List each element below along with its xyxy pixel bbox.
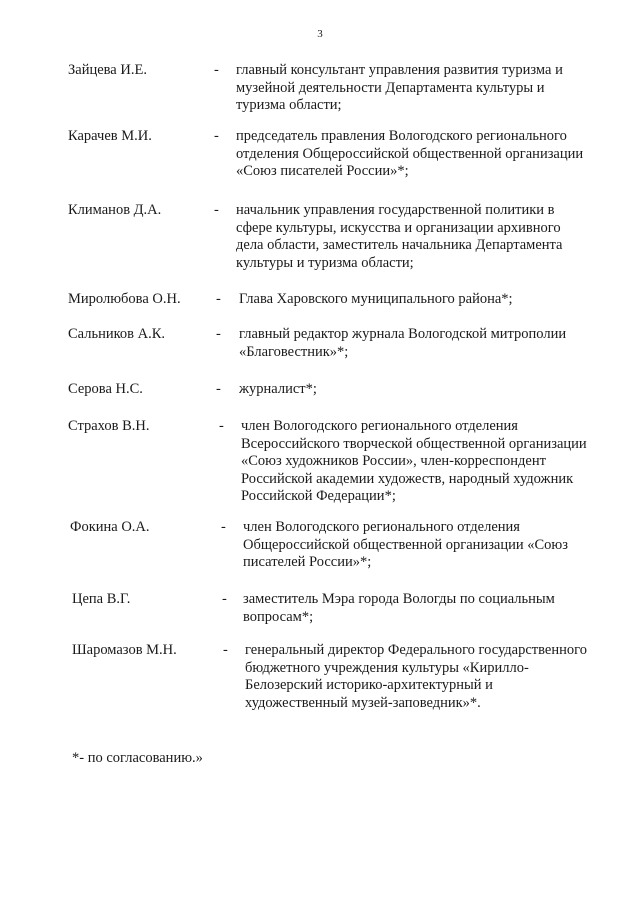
entry-description: Глава Харовского муниципального района*; (239, 291, 513, 307)
entry-name: Климанов Д.А. (68, 202, 162, 218)
entry-dash: - (221, 519, 226, 535)
entry-description: член Вологодского регионального отделения Всероссийского творческой общественной организации «Союз художников России», член-корреспондент Российской академии художеств, народный художник Российской Федерации*; (241, 418, 587, 504)
entry-dash: - (214, 202, 219, 218)
entry-dash: - (214, 128, 219, 144)
entry-name: Шаромазов М.Н. (72, 642, 177, 658)
entry-name: Страхов В.Н. (68, 418, 150, 434)
entry-name: Карачев М.И. (68, 128, 152, 144)
entry-description: журналист*; (239, 381, 317, 397)
page-number: 3 (317, 28, 323, 40)
entry-dash: - (222, 591, 227, 607)
entry-dash: - (216, 381, 221, 397)
entry-dash: - (223, 642, 228, 658)
entry-description: генеральный директор Федерального государственного бюджетного учреждения культуры «Кирилло-Белозерский историко-архитектурный и художественный музей-заповедник»*. (245, 642, 587, 711)
entry-name: Серова Н.С. (68, 381, 143, 397)
entry-name: Зайцева И.Е. (68, 62, 147, 78)
entry-dash: - (219, 418, 224, 434)
entry-dash: - (216, 291, 221, 307)
entry-description: председатель правления Вологодского регионального отделения Общероссийской общественной организации «Союз писателей России»*; (236, 128, 584, 179)
footnote: *- по согласованию.» (72, 750, 203, 766)
entry-name: Миролюбова О.Н. (68, 291, 181, 307)
entry-description: член Вологодского регионального отделения Общероссийской общественной организации «Союз писателей России»*; (243, 519, 568, 570)
entry-description: заместитель Мэра города Вологды по социальным вопросам*; (243, 591, 555, 625)
entry-dash: - (216, 326, 221, 342)
entry-description: главный консультант управления развития туризма и музейной деятельности Департамента культуры и туризма области; (236, 62, 563, 113)
entry-name: Фокина О.А. (70, 519, 150, 535)
entry-dash: - (214, 62, 219, 78)
entry-description: главный редактор журнала Вологодской митрополии «Благовестник»*; (239, 326, 567, 360)
entry-name: Сальников А.К. (68, 326, 166, 342)
entry-name: Цепа В.Г. (72, 591, 131, 607)
entry-description: начальник управления государственной политики в сфере культуры, искусства и организации архивного дела области, заместитель начальника Департамента культуры и туризма области; (236, 202, 563, 271)
